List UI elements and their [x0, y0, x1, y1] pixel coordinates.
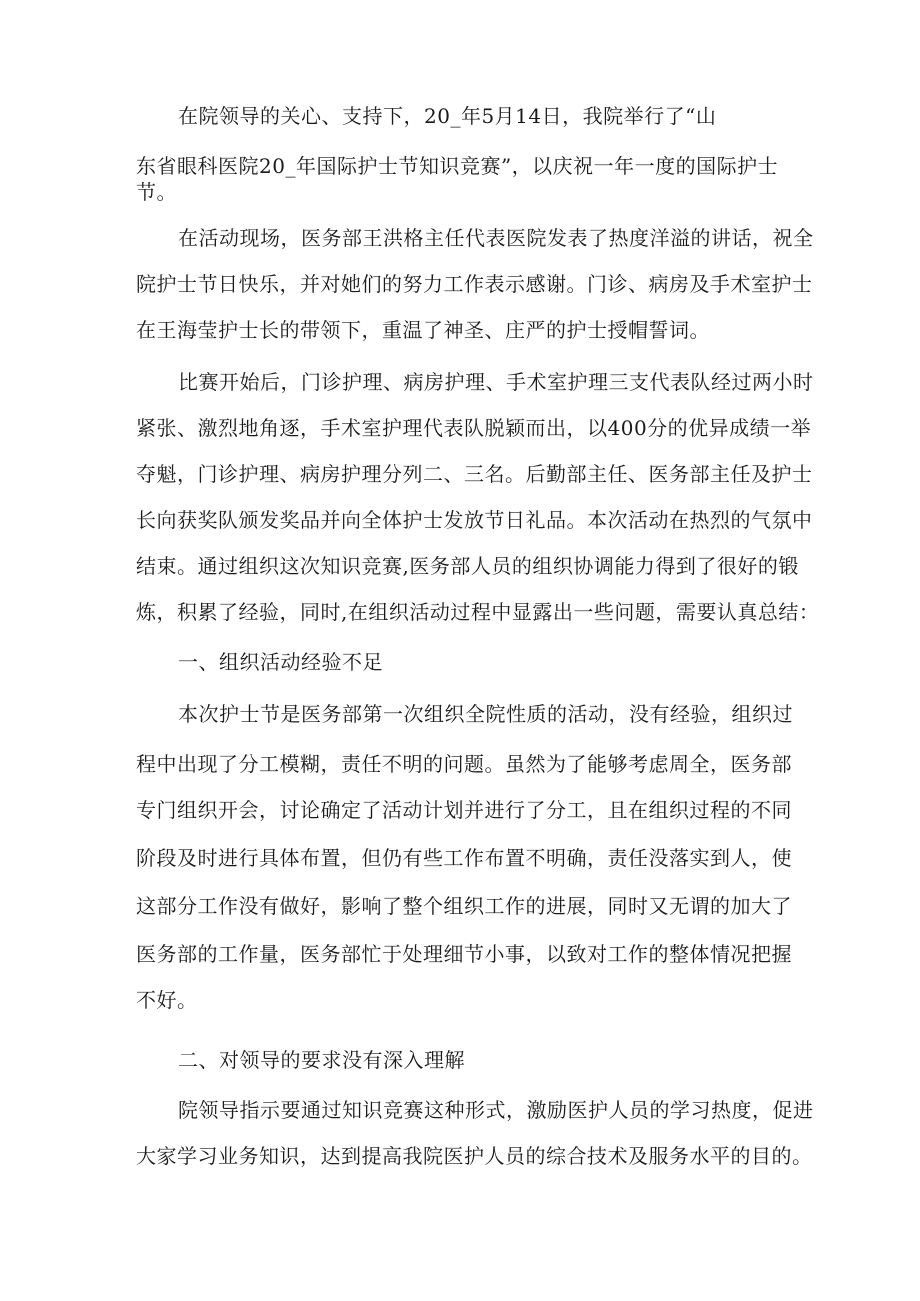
paragraph-4-line-6: 医务部的工作量，医务部忙于处理细节小事，以致对工作的整体情况把握: [136, 942, 792, 966]
paragraph-4-line-2: 程中出现了分工模糊，责任不明的问题。虽然为了能够考虑周全，医务部: [136, 752, 792, 776]
paragraph-3-line-6: 炼，积累了经验，同时,在组织活动过程中显露出一些问题，需要认真总结：: [136, 600, 820, 624]
paragraph-1-line-3: 节。: [136, 180, 177, 204]
paragraph-2-line-3: 在王海莹护士长的带领下，重温了神圣、庄严的护士授帽誓词。: [136, 318, 710, 342]
paragraph-3-line-3: 夺魁，门诊护理、病房护理分列二、三名。后勤部主任、医务部主任及护士: [136, 462, 813, 486]
paragraph-3-line-5: 结束。通过组织这次知识竞赛,医务部人员的组织协调能力得到了很好的锻: [136, 554, 799, 578]
paragraph-4-line-3: 专门组织开会，讨论确定了活动计划并进行了分工，且在组织过程的不同: [136, 798, 792, 822]
paragraph-4-line-5: 这部分工作没有做好，影响了整个组织工作的进展，同时又无谓的加大了: [136, 894, 792, 918]
paragraph-3-line-2: 紧张、激烈地角逐，手术室护理代表队脱颖而出，以400分的优异成绩一举: [136, 416, 812, 440]
paragraph-4-line-4: 阶段及时进行具体布置，但仍有些工作布置不明确，责任没落实到人，使: [136, 846, 792, 870]
paragraph-2-line-2: 院护士节日快乐，并对她们的努力工作表示感谢。门诊、病房及手术室护士: [136, 272, 813, 296]
heading-section-2: 二、对领导的要求没有深入理解: [178, 1048, 465, 1072]
paragraph-4-line-7: 不好。: [136, 988, 198, 1012]
paragraph-5-line-2: 大家学习业务知识，达到提高我院医护人员的综合技术及服务水平的目的。: [136, 1144, 813, 1168]
paragraph-1-line-1: 在院领导的关心、支持下，20_年5月14日，我院举行了“山: [178, 104, 717, 128]
paragraph-2-line-1: 在活动现场，医务部王洪格主任代表医院发表了热度洋溢的讲话，祝全: [178, 226, 814, 250]
heading-section-1: 一、组织活动经验不足: [178, 650, 383, 674]
paragraph-1-line-2: 东省眼科医院20_年国际护士节知识竞赛”，以庆祝一年一度的国际护士: [136, 154, 779, 178]
paragraph-3-line-1: 比赛开始后，门诊护理、病房护理、手术室护理三支代表队经过两小时: [178, 370, 814, 394]
paragraph-3-line-4: 长向获奖队颁发奖品并向全体护士发放节日礼品。本次活动在热烈的气氛中: [136, 508, 813, 532]
paragraph-4-line-1: 本次护士节是医务部第一次组织全院性质的活动，没有经验，组织过: [178, 702, 793, 726]
paragraph-5-line-1: 院领导指示要通过知识竞赛这种形式，激励医护人员的学习热度，促进: [178, 1098, 814, 1122]
